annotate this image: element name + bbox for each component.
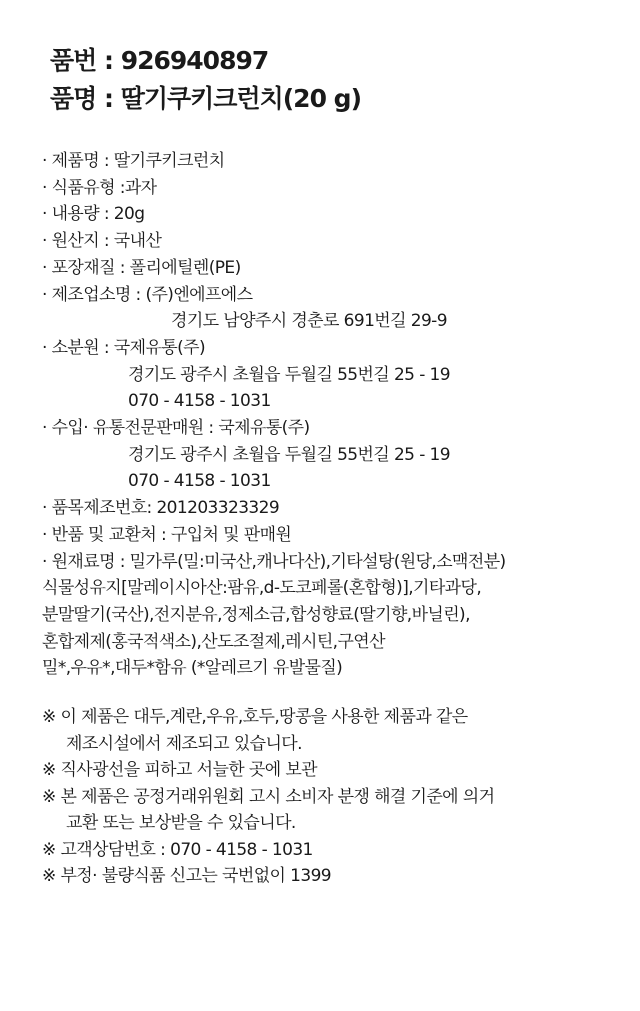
importer-address: 경기도 광주시 초월읍 두월길 55번길 25 - 19 bbox=[128, 444, 450, 465]
importer-row: · 수입· 유통전문판매원 : 국제유통(주) bbox=[42, 418, 310, 439]
packaging-row: · 포장재질 : 폴리에틸렌(PE) bbox=[42, 257, 241, 278]
ingredients-line: · 원재료명 : 밀가루(밀:미국산,캐나다산),기타설탕(원당,소맥전분) bbox=[42, 551, 506, 572]
dispute-notice-cont: 교환 또는 보상받을 수 있습니다. bbox=[66, 813, 296, 833]
report-hotline-notice: ※ 부정· 불량식품 신고는 국번없이 1399 bbox=[42, 866, 332, 886]
product-name-row: · 제품명 : 딸기쿠키크런치 bbox=[42, 151, 225, 171]
dispute-notice: ※ 본 제품은 공정거래위원회 고시 소비자 분쟁 해결 기준에 의거 bbox=[42, 786, 495, 807]
seller-phone: 070 - 4158 - 1031 bbox=[128, 391, 271, 412]
ingredients-line: 식물성유지[말레이시아산:팜유,d-도코페롤(혼합형)],기타과당, bbox=[42, 578, 482, 599]
product-info-list bbox=[42, 148, 622, 682]
content-row: · 내용량 : 20g bbox=[42, 204, 145, 225]
manufacturer-address: 경기도 남양주시 경춘로 691번길 29-9 bbox=[171, 311, 447, 332]
allergen-notice: ※ 이 제품은 대두,계란,우유,호두,땅콩을 사용한 제품과 같은 bbox=[42, 707, 468, 727]
item-number: 품번 : 926940897 bbox=[50, 46, 269, 75]
notice-list bbox=[42, 704, 622, 890]
origin-row: · 원산지 : 국내산 bbox=[42, 231, 162, 252]
manufacturer-row: · 제조업소명 : (주)엔에프에스 bbox=[42, 284, 253, 305]
seller-row: · 소분원 : 국제유통(주) bbox=[42, 337, 205, 358]
importer-phone: 070 - 4158 - 1031 bbox=[128, 471, 271, 492]
storage-notice: ※ 직사광선을 피하고 서늘한 곳에 보관 bbox=[42, 760, 317, 780]
ingredients-line: 분말딸기(국산),전지분유,정제소금,합성향료(딸기향,바닐린), bbox=[42, 604, 470, 625]
return-exchange-row: · 반품 및 교환처 : 구입처 및 판매원 bbox=[42, 524, 292, 545]
customer-center-notice: ※ 고객상담번호 : 070 - 4158 - 1031 bbox=[42, 839, 313, 860]
seller-address: 경기도 광주시 초월읍 두월길 55번길 25 - 19 bbox=[128, 364, 450, 385]
product-header bbox=[50, 42, 361, 118]
report-number-row: · 품목제조번호: 201203323329 bbox=[42, 498, 280, 519]
ingredients-line: 밀*,우유*,대두*함유 (*알레르기 유발물질) bbox=[42, 658, 343, 679]
allergen-notice-cont: 제조시설에서 제조되고 있습니다. bbox=[66, 733, 302, 754]
ingredients-line: 혼합제제(홍국적색소),산도조절제,레시틴,구연산 bbox=[42, 631, 385, 652]
food-type-row: · 식품유형 :과자 bbox=[42, 177, 157, 198]
item-name: 품명 : 딸기쿠키크런치(20 g) bbox=[50, 84, 361, 113]
